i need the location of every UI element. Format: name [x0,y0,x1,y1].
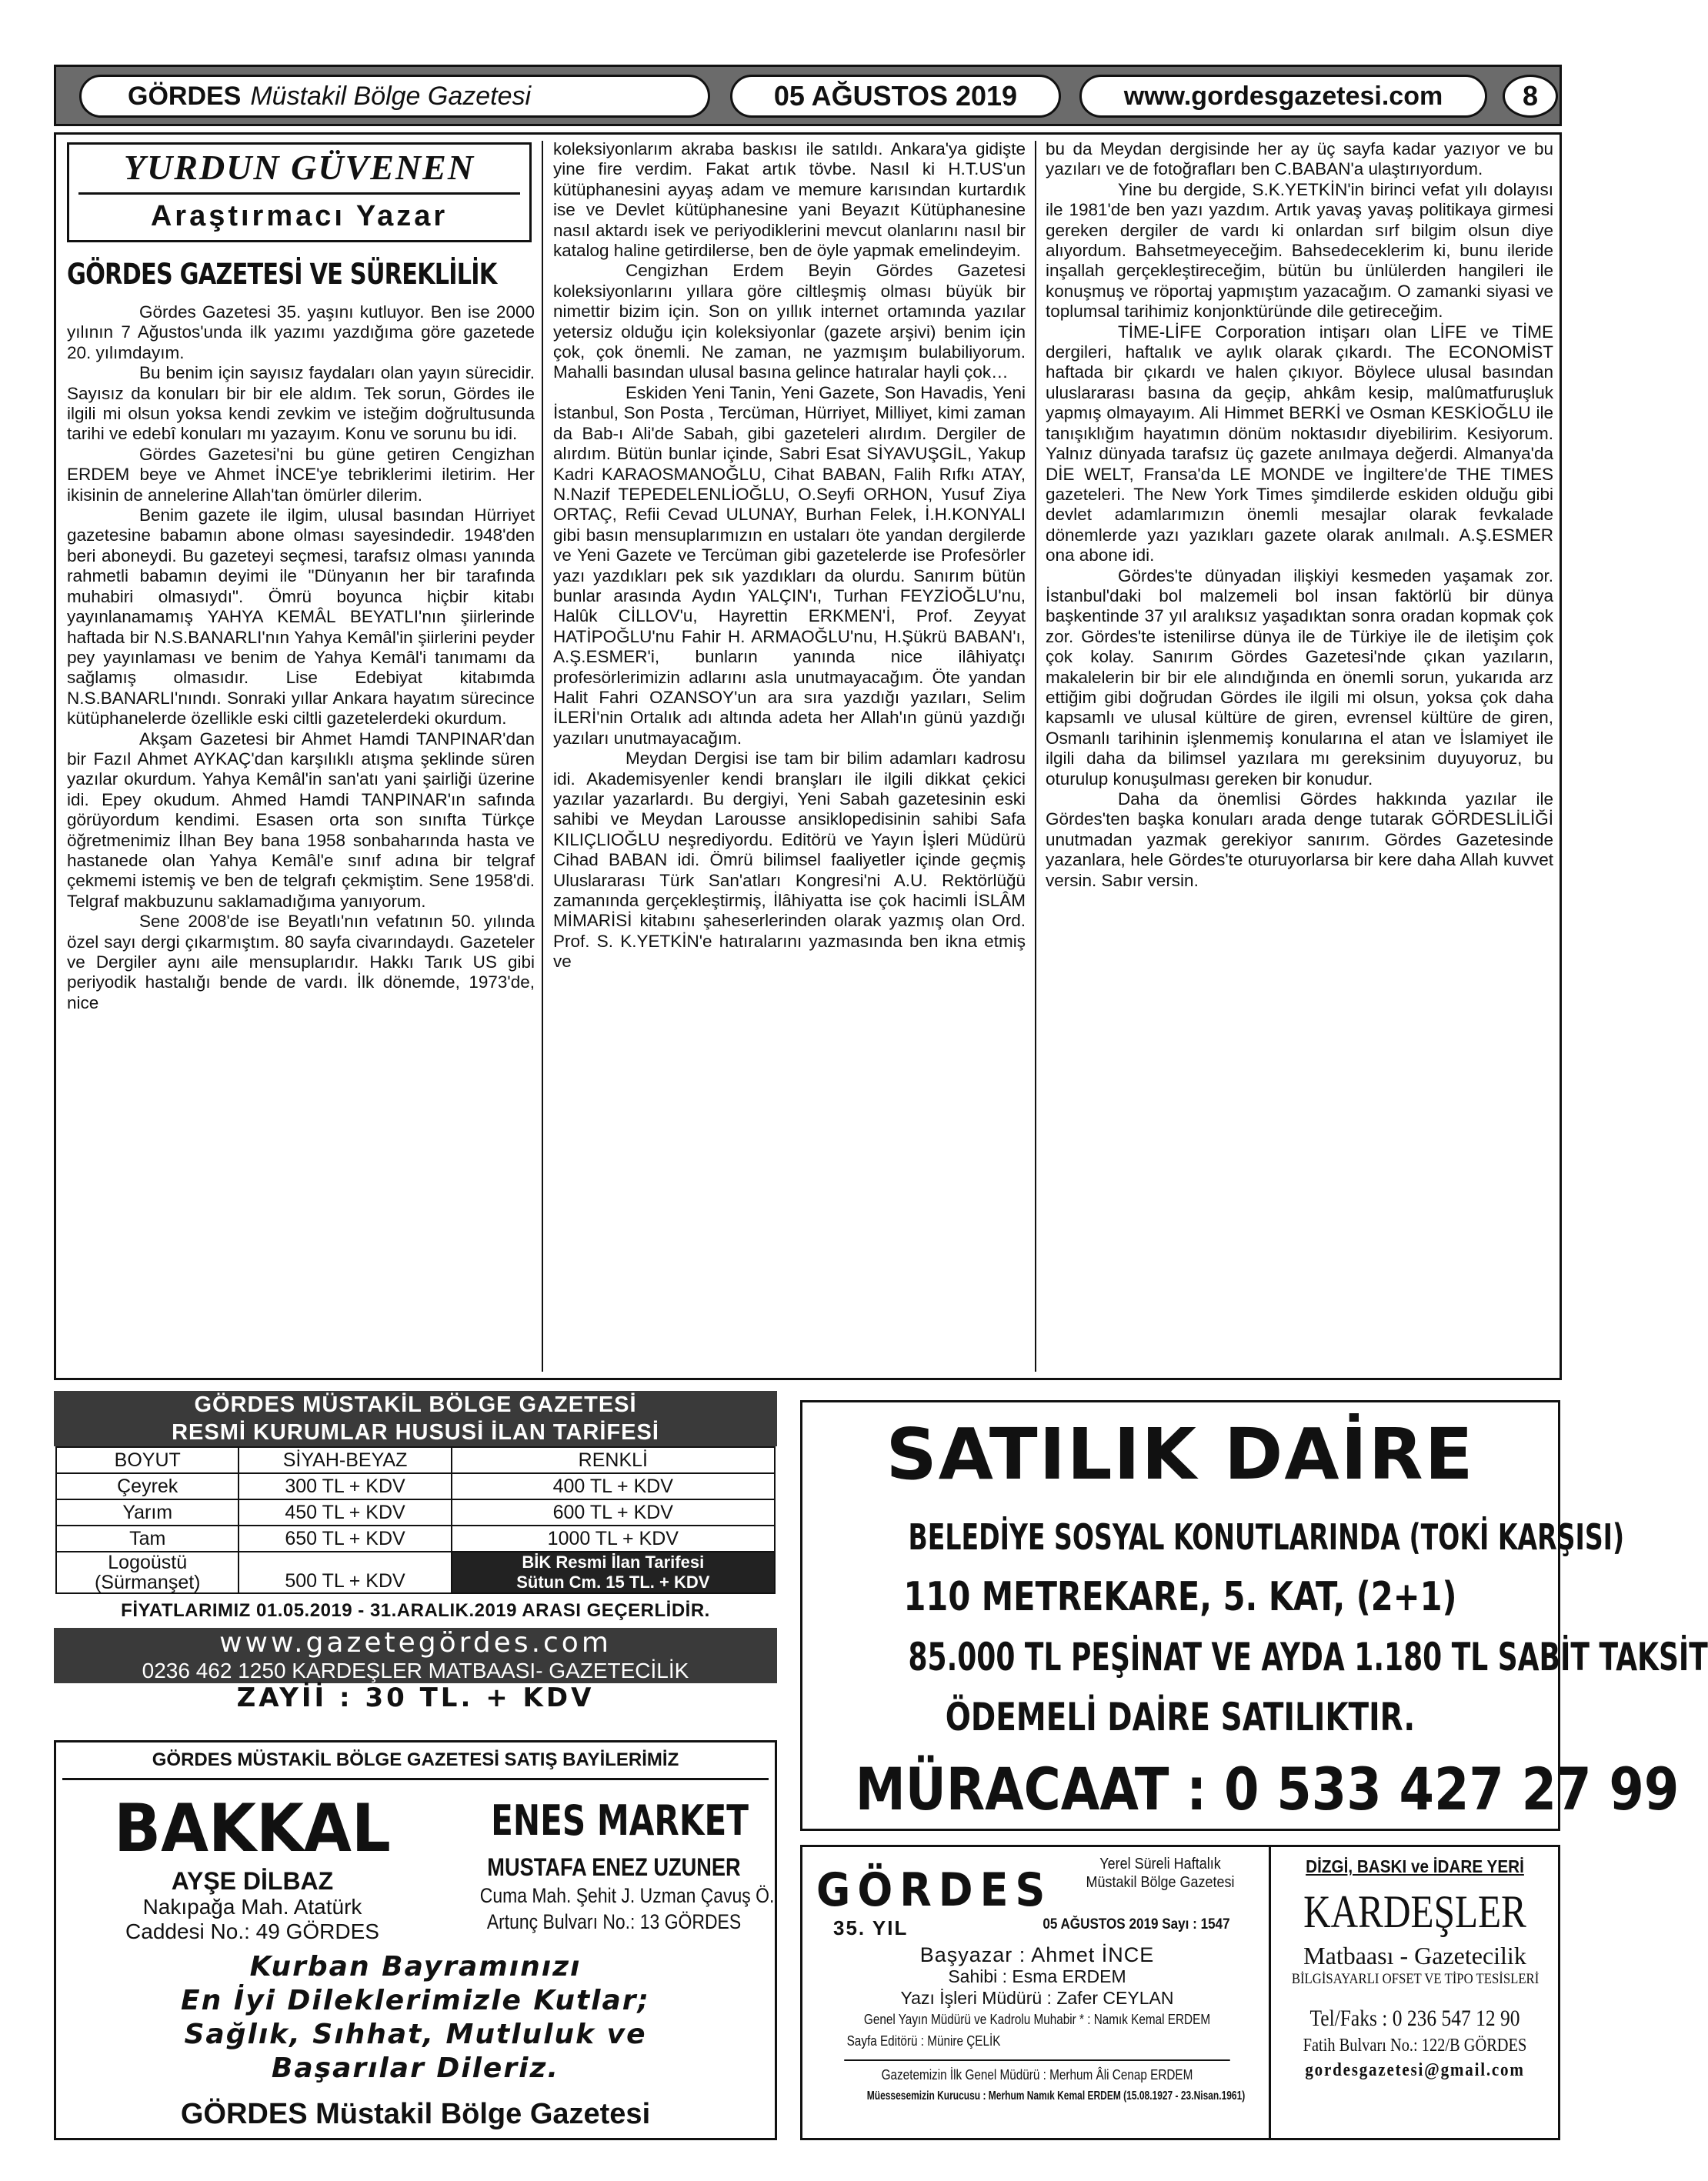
paragraph: Bu benim için sayısız faydaları olan yayın sürecidir. Sayısız da konuları bir bir ele aldım. Tek sorun, Gördes ile ilgili mi olsun yoksa kendi zevkim ve isteğim doğrultusunda tarihi ve edebî konuları mı yazayım. Konu ve sorunu bu idi. [67,363,535,444]
paper-name: GÖRDES [128,81,242,111]
column-header: RENKLİ [452,1447,775,1473]
paragraph: Gördes'te dünyadan ilişkiyi kesmeden yaşamak zor. İstanbul'daki bol malzemeli bol insan faktörlü bir dünya başkentinde 37 yıl aralıksız yaşadıktan sonra oradan kopmak çok zor. Gördes'te istenilirse dünya ile de Türkiye ile de iletişim çok çok kolay. Sanırım Gördes Gazetesi'nde çıkan yazıların, makalelerin bir bir ele alındığında en önemli sorun, yukarıda arz ettiğim gibi doğrudan Gördes ile ilgili mi olsun, yoksa çok daha kapsamlı ve ulusal kültüre de giren, evrensel kültüre de giren, Osmanlı tarihinin işlenmemiş konularına el atan ve İslamiyet ile ilgili daha da bilimsel yazılara mı gereksinim duyuyoruz, bu oturulup konuşulması gereken bir konudur. [1046,565,1553,789]
staff-managing-editor: Yazı İşleri Müdürü : Zafer CEYLAN [900,1988,1174,2008]
ad-rates-title: GÖRDES MÜSTAKİL BÖLGE GAZETESİ [194,1392,637,1417]
author-column-title: YURDUN GÜVENEN [123,148,475,187]
staff-general-director: Genel Yayın Müdürü ve Kadrolu Muhabir * : Namık Kemal ERDEM [863,2012,1211,2027]
print-house-type: Matbaası - Gazetecilik [1303,1942,1526,1969]
table-cell: 450 TL + KDV [239,1499,451,1526]
table-cell: 300 TL + KDV [239,1473,451,1499]
resmi-ilan-line: BİK Resmi İlan Tarifesi [522,1552,705,1572]
holiday-greeting [64,1950,767,2086]
dealers-title: GÖRDES MÜSTAKİL BÖLGE GAZETESİ SATIŞ BAYİLERİMİZ [62,1742,769,1780]
article-column-3 [1046,139,1553,891]
author-role: Araştırmacı Yazar [150,200,449,232]
staff-page-editor: Sayfa Editörü : Münire ÇELİK [846,2033,1001,2049]
staff-founder: Müessesemizin Kurucusu : Merhum Namık Kemal ERDEM (15.08.1927 - 23.Nisan.1961) [866,2089,1246,2103]
article [54,132,1562,1380]
paragraph: Meydan Dergisi ise tam bir bilim adamları kadrosu idi. Akademisyenler kendi branşları ile ilgili dikkat çekici yazılar yazarlardı. Bu dergiyi, Yeni Sabah gazetesinin eski sahibi ve Meydan Larousse ansiklopedisinin sahibi Safa KILIÇLIOĞLU neşrediyordu. Editörü ve Yayın İşleri Müdürü Cihad BABAN idi. Ömrü bilimsel faaliyetler içinde geçmiş Uluslararası Türk San'atları Kongresi'ni A.U. Rektörlüğü zamanında gerçekleştirmiş, İlâhiyatta ise çok hacimli İSLÂM MİMARİSİ kitabını şaheserlerinden olarak yazmış olan Ord. Prof. S. K.YETKİN'e hatıralarını yazmasında ben ikna etmiş ve [553,749,1026,972]
paragraph: Gördes Gazetesi 35. yaşını kutluyor. Ben ise 2000 yılının 7 Ağustos'unda ilk yazımı yazdığıma göre gazetede 20. yılımdayım. [67,302,535,362]
dealer-owner: MUSTAFA ENEZ UZUNER [487,1853,741,1881]
issue-date: 05 AĞUSTOS 2019 [730,75,1061,118]
table-cell: 650 TL + KDV [239,1526,451,1552]
masthead-type-line: Yerel Süreli Haftalık [1099,1856,1221,1873]
staff-first-director: Gazetemizin İlk Genel Müdürü : Merhum Âli Cenap ERDEM [844,2059,1230,2086]
for-sale-line: 110 METREKARE, 5. KAT, (2+1) [903,1574,1457,1620]
lost-notice-price: ZAYİİ : 30 TL. + KDV [236,1682,595,1713]
website-link[interactable]: www.gordesgazetesi.com [1079,75,1487,118]
price-validity: FİYATLARIMIZ 01.05.2019 - 31.ARALIK.2019 ARASI GEÇERLİDİR. [121,1600,710,1621]
table-row [56,1473,775,1499]
masthead-name: GÖRDES [816,1863,1052,1917]
print-house-phone: 0236 462 1250 KARDEŞLER MATBAASI- GAZETECİLİK [142,1659,689,1682]
print-house-title: DİZGİ, BASKI ve İDARE YERİ [1306,1856,1524,1876]
for-sale-line: BELEDİYE SOSYAL KONUTLARINDA (TOKİ KARŞISI) [908,1516,1625,1558]
print-house-info [1275,1856,1555,2083]
column-header: SİYAH-BEYAZ [239,1447,451,1473]
table-row [56,1552,775,1593]
for-sale-title: SATILIK DAİRE [886,1413,1475,1496]
email-link[interactable]: gordesgazetesi@gmail.com [1305,2060,1525,2080]
dealer-name: BAKKAL [114,1790,391,1867]
article-title: GÖRDES GAZETESİ VE SÜREKLİLİK [67,258,497,291]
paragraph: Yine bu dergide, S.K.YETKİN'in birinci vefat yılı dolayısı ile 1981'de ben yazı yazdım. Artık yavaş yavaş politikaya girmesi gereken dergiler de vardı ki onlardan sırf bilgim olsun diye alıyordum. Bahsetmeyeceğim. Bahsedeceklerim ki, bunu ileride inşallah gerçekleştireceğim, bütün bu ünlülerden hangileri ile konuşmuş ve röportaj yapmıştım yazacağım. O zamanki siyasi ve toplumsal tarihimiz konjonktüründe dile getireceğim. [1046,179,1553,322]
paragraph: Gördes Gazetesi'ni bu güne getiren Cengizhan ERDEM beye ve Ahmet İNCE'ye tebriklerimi iletirim. Her ikisinin de annelerine Allah'tan ömürler dilerim. [67,444,535,505]
column-divider [1035,141,1036,1372]
for-sale-line: 85.000 TL PEŞİNAT VE AYDA 1.180 TL SABİT TAKSİT [908,1635,1708,1679]
paper-slogan: Müstakil Bölge Gazetesi [250,81,532,111]
table-cell: 500 TL + KDV [239,1552,451,1593]
staff-owner: Sahibi : Esma ERDEM [948,1966,1126,1986]
dealer-address: Caddesi No.: 49 GÖRDES [125,1919,379,1943]
page-header [54,65,1562,126]
website-link[interactable]: www.gazetegördes.com [219,1627,612,1659]
greeting-line: En İyi Dileklerimizle Kutlar; [181,1985,650,2016]
print-house-facilities: BİLGİSAYARLI OFSET VE TİPO TESİSLERİ [1291,1971,1540,1987]
paragraph: koleksiyonlarım akraba baskısı ile satıldı. Ankara'ya gidişte yine fire verdim. Fakat artık tövbe. Nasıl ki H.T.US'un kütüphanesini ayyaş adam ve memure karısından kurtardık ise ve Devlet kütüphanesine yani Beyazıt Kütüphanesine nasıl aktardı isek ve periyodiklerini mevcut olanlarını nasıl bir katalog haline getirdilerse, ben de öyle yapmak emelindeyim. [553,139,1026,261]
dealers-box [54,1740,777,2140]
table-cell: 400 TL + KDV [452,1473,775,1499]
dealer-enes-market [456,1790,775,1944]
table-cell: Çeyrek [56,1473,239,1499]
dealer-name: ENES MARKET [491,1796,749,1845]
column-header: BOYUT [56,1447,239,1473]
paragraph: bu da Meydan dergisinde her ay üç sayfa kadar yazıyor ve bu yazıları ve de fotoğrafları ben C.BABAN'a ulaştırıyordum. [1046,139,1553,179]
paragraph: Daha da önemlisi Gördes hakkında yazılar ile Gördes'ten başka konuları arada denge tutarak GÖRDESLİLİĞİ unutmadan yazmak gerekiyor sanırım. Gördes Gazetesinde yazanlara, hele Gördes'te oturuyorlarsa bir kere daha Allah kuvvet versin. Sabır versin. [1046,789,1553,890]
for-sale-ad [800,1400,1708,1831]
masthead-type-line: Müstakil Bölge Gazetesi [1086,1874,1235,1891]
dealer-owner: AYŞE DİLBAZ [171,1867,334,1895]
table-cell: 1000 TL + KDV [452,1526,775,1552]
greeting-signature: GÖRDES Müstakil Bölge Gazetesi [180,2098,651,2130]
column-divider [542,141,543,1372]
paragraph: Akşam Gazetesi bir Ahmet Hamdi TANPINAR'dan bir Fazıl Ahmet AYKAÇ'dan karşılıklı atışma şeklinde süren yazılar okurdum. Yahya Kemâl'in san'atı yani şairliği üzerine idi. Epey okudum. Ahmed Hamdi TANPINAR'ın safında görüyordum kendimi. Esasen orta son sınıfta Türkçe öğretmenimiz İlhan Bey bana 1958 sonbaharında hasta ve hastanede olan Yahya Kemâl'e sınıf adına bir telgraf çekmemi istemiş ve ben de telgrafı çekmiştim. Sene 1958'di. Telgraf makbuzunu saklamadığıma yanıyorum. [67,729,535,911]
paragraph: Eskiden Yeni Tanin, Yeni Gazete, Son Havadis, Yeni İstanbul, Son Posta , Tercüman, Hürriyet, Milliyet, kimi zaman da Bab-ı Ali'de Sabah, gibi gazeteleri alırdım. Dergiler de alırdım. Bütün bunlar içinde, Sabri Esat SİYAVUŞGİL, Yakup Kadri KARAOSMANOĞLU, Cihat BABAN, Falih Rıfkı ATAY, N.Nazif TEPEDELENLİOĞLU, O.Seyfi ORHON, Yusuf Ziya ORTAÇ, Refii Cevad ULUNAY, Burhan Felek, İ.H.KONYALI gibi basın mensuplarımızın en ustaları öte yandan dergilerde ve Yeni Gazete ve Tercüman gibi gazetelerde ise Profesörler yazı yazdıkları pek sık yazdıkları da olurdu. Sanırım bütün bunlar arasında Aydın YALÇIN'ı, Turhan FEYZİOĞLU'nu, Halûk CİLLOV'u, Hayrettin ERKMEN'İ, Prof. Zeyyat HATİPOĞLU'nu Fahir H. ARMAOĞLU'nu, H.Şükrü BABAN'ı, A.Ş.ESMER'i, bunların yanında nice ilâhiyatçı profesörlerimizin adlarını asla unutmayacağım. Öte yandan Halit Fahri OZANSOY'un ara sıra yazdığı yazıları, Selim İLERİ'nin Ortalık adı altında adeta her Allah'ın günü yazdığı yazıları unutmayacağım. [553,382,1026,748]
paragraph: TİME-LİFE Corporation intişarı olan LİFE ve TİME dergileri, haftalık ve aylık olarak çıkardı. The ECONOMİST haftada bir çıkardı ve halen çıkıyor. Böylece ulusal basından uluslararası basına da geçip, ahkâm kesip, malûmatfuruşluk yapmış olmayayım. Ali Himmet BERKİ ve Osman KESKİOĞLU ile tanışıklığım hayatımın dönüm noktasıdır diyebilirim. Kesiyorum. Yalnız dünyada tarafsız üç gazete anılmaya değerdi. Almanya'da DİE WELT, Fransa'da LE MONDE ve İngiltere'de THE TIMES gazeteleri. The New York Times şimdilerde eskiden olduğu gibi devlet adamlarımızın önemli mesajlar olarak fevkalade dönemlerde yazı yazıkları gazete olarak anılmalı. A.Ş.ESMER ona abone idi. [1046,322,1553,565]
ad-rates-box [54,1391,777,1712]
table-cell: Tam [56,1526,239,1552]
resmi-ilan-line: Sütun Cm. 15 TL. + KDV [516,1572,710,1592]
dealer-address: Cuma Mah. Şehit J. Uzman Çavuş Ö. [479,1884,775,1907]
masthead-staff [810,1853,1264,2135]
table-header-row [56,1447,775,1473]
ad-rates-table [55,1446,776,1594]
print-house-name: KARDEŞLER [1303,1886,1526,1937]
table-row [56,1499,775,1526]
print-house-phone: Tel/Faks : 0 236 547 12 90 [1309,2006,1520,2031]
author-box-divider [78,192,520,195]
greeting-line: Kurban Bayramınızı [249,1951,582,1983]
ad-rates-subtitle: RESMİ KURUMLAR HUSUSİ İLAN TARİFESİ [172,1420,659,1445]
author-box [67,142,532,242]
paragraph: Benim gazete ile ilgim, ulusal basından Hürriyet gazetesine babamın abone olması sayesindedir. 1948'den beri aboneydi. Bu gazeteyi seçmesi, tarafsız olması yanında rahmetli babamın deyimi ile "Dünyanın her bir tarafında muhabiri olmasıydı". Ömrü boyunca hiçbir kitabı yayınlanamamış YAHYA KEMÂL BEYATLI'nın şiirlerinde haftada bir N.S.BANARLI'nın Yahya Kemâl'in şiirlerini peyder pey yayınlaması ve benim de Yahya Kemâl'i tanımamı da sağlamış olmasıdır. Lise Edebiyat kitabımda N.S.BANARLI'nındı. Sonraki yıllar Ankara hayatım sürecince kütüphanelerde özellikle eski ciltli gazetelerdeki okurdum. [67,505,535,729]
table-cell: Yarım [56,1499,239,1526]
masthead-type [1067,1855,1254,1892]
table-cell [56,1552,239,1593]
contact-band [54,1628,777,1683]
print-house-address: Fatih Bulvarı No.: 122/B GÖRDES [1303,2036,1527,2056]
for-sale-contact: MÜRACAAT : 0 533 427 27 99 [855,1755,1680,1823]
article-column-2 [553,139,1026,972]
dealer-bakkal [64,1790,441,1944]
greeting-line: Başarılar Dileriz. [271,2053,560,2084]
dealer-address: Artunç Bulvarı No.: 13 GÖRDES [486,1910,742,1933]
masthead-staff-list [810,1944,1264,2107]
page-number: 8 [1503,75,1558,118]
table-cell: 600 TL + KDV [452,1499,775,1526]
masthead-issue: 05 AĞUSTOS 2019 Sayı : 1547 [1042,1916,1230,1933]
article-column-1 [67,139,535,1013]
resmi-ilan-cell [452,1552,775,1593]
paragraph: Sene 2008'de ise Beyatlı'nın vefatının 50. yılında özel sayı dergi çıkarmıştım. 80 sayfa civarındaydı. Gazeteler ve Dergiler aynı aile mensuplarıdır. Hakkı Tarık US gibi periyodik hastalığı bende de vardı. İlk dönemde, 1973'de, nice [67,912,535,1012]
paragraph: Cengizhan Erdem Beyin Gördes Gazetesi koleksiyonlarını yıllara göre ciltleşmiş olması büyük bir nimettir bizim için. Son on yıllık internet ortamında yazılar yetersiz olduğu için koleksiyonlar (gazete arşivi) benim için çok, çok önemli. Ne zaman, ne yazmışım bulabiliyorum. Mahalli basından ulusal basına gelince hatıralar hayli çok… [553,261,1026,382]
logo-size-line: Logoüstü [108,1552,188,1573]
masthead-year: 35. YIL [833,1916,909,1939]
staff-editor-in-chief: Başyazar : Ahmet İNCE [919,1943,1155,1966]
masthead-divider [1269,1847,1271,2138]
for-sale-line: ÖDEMELİ DAİRE SATILIKTIR. [945,1695,1416,1739]
logo-size-line: (Sürmanşet) [94,1572,201,1593]
dealer-address: Nakıpağa Mah. Atatürk [142,1895,362,1919]
paper-name-pill [79,75,710,118]
masthead-box [800,1845,1560,2140]
table-row [56,1526,775,1552]
greeting-line: Sağlık, Sıhhat, Mutluluk ve [184,2019,647,2050]
ad-rates-header [54,1391,777,1446]
